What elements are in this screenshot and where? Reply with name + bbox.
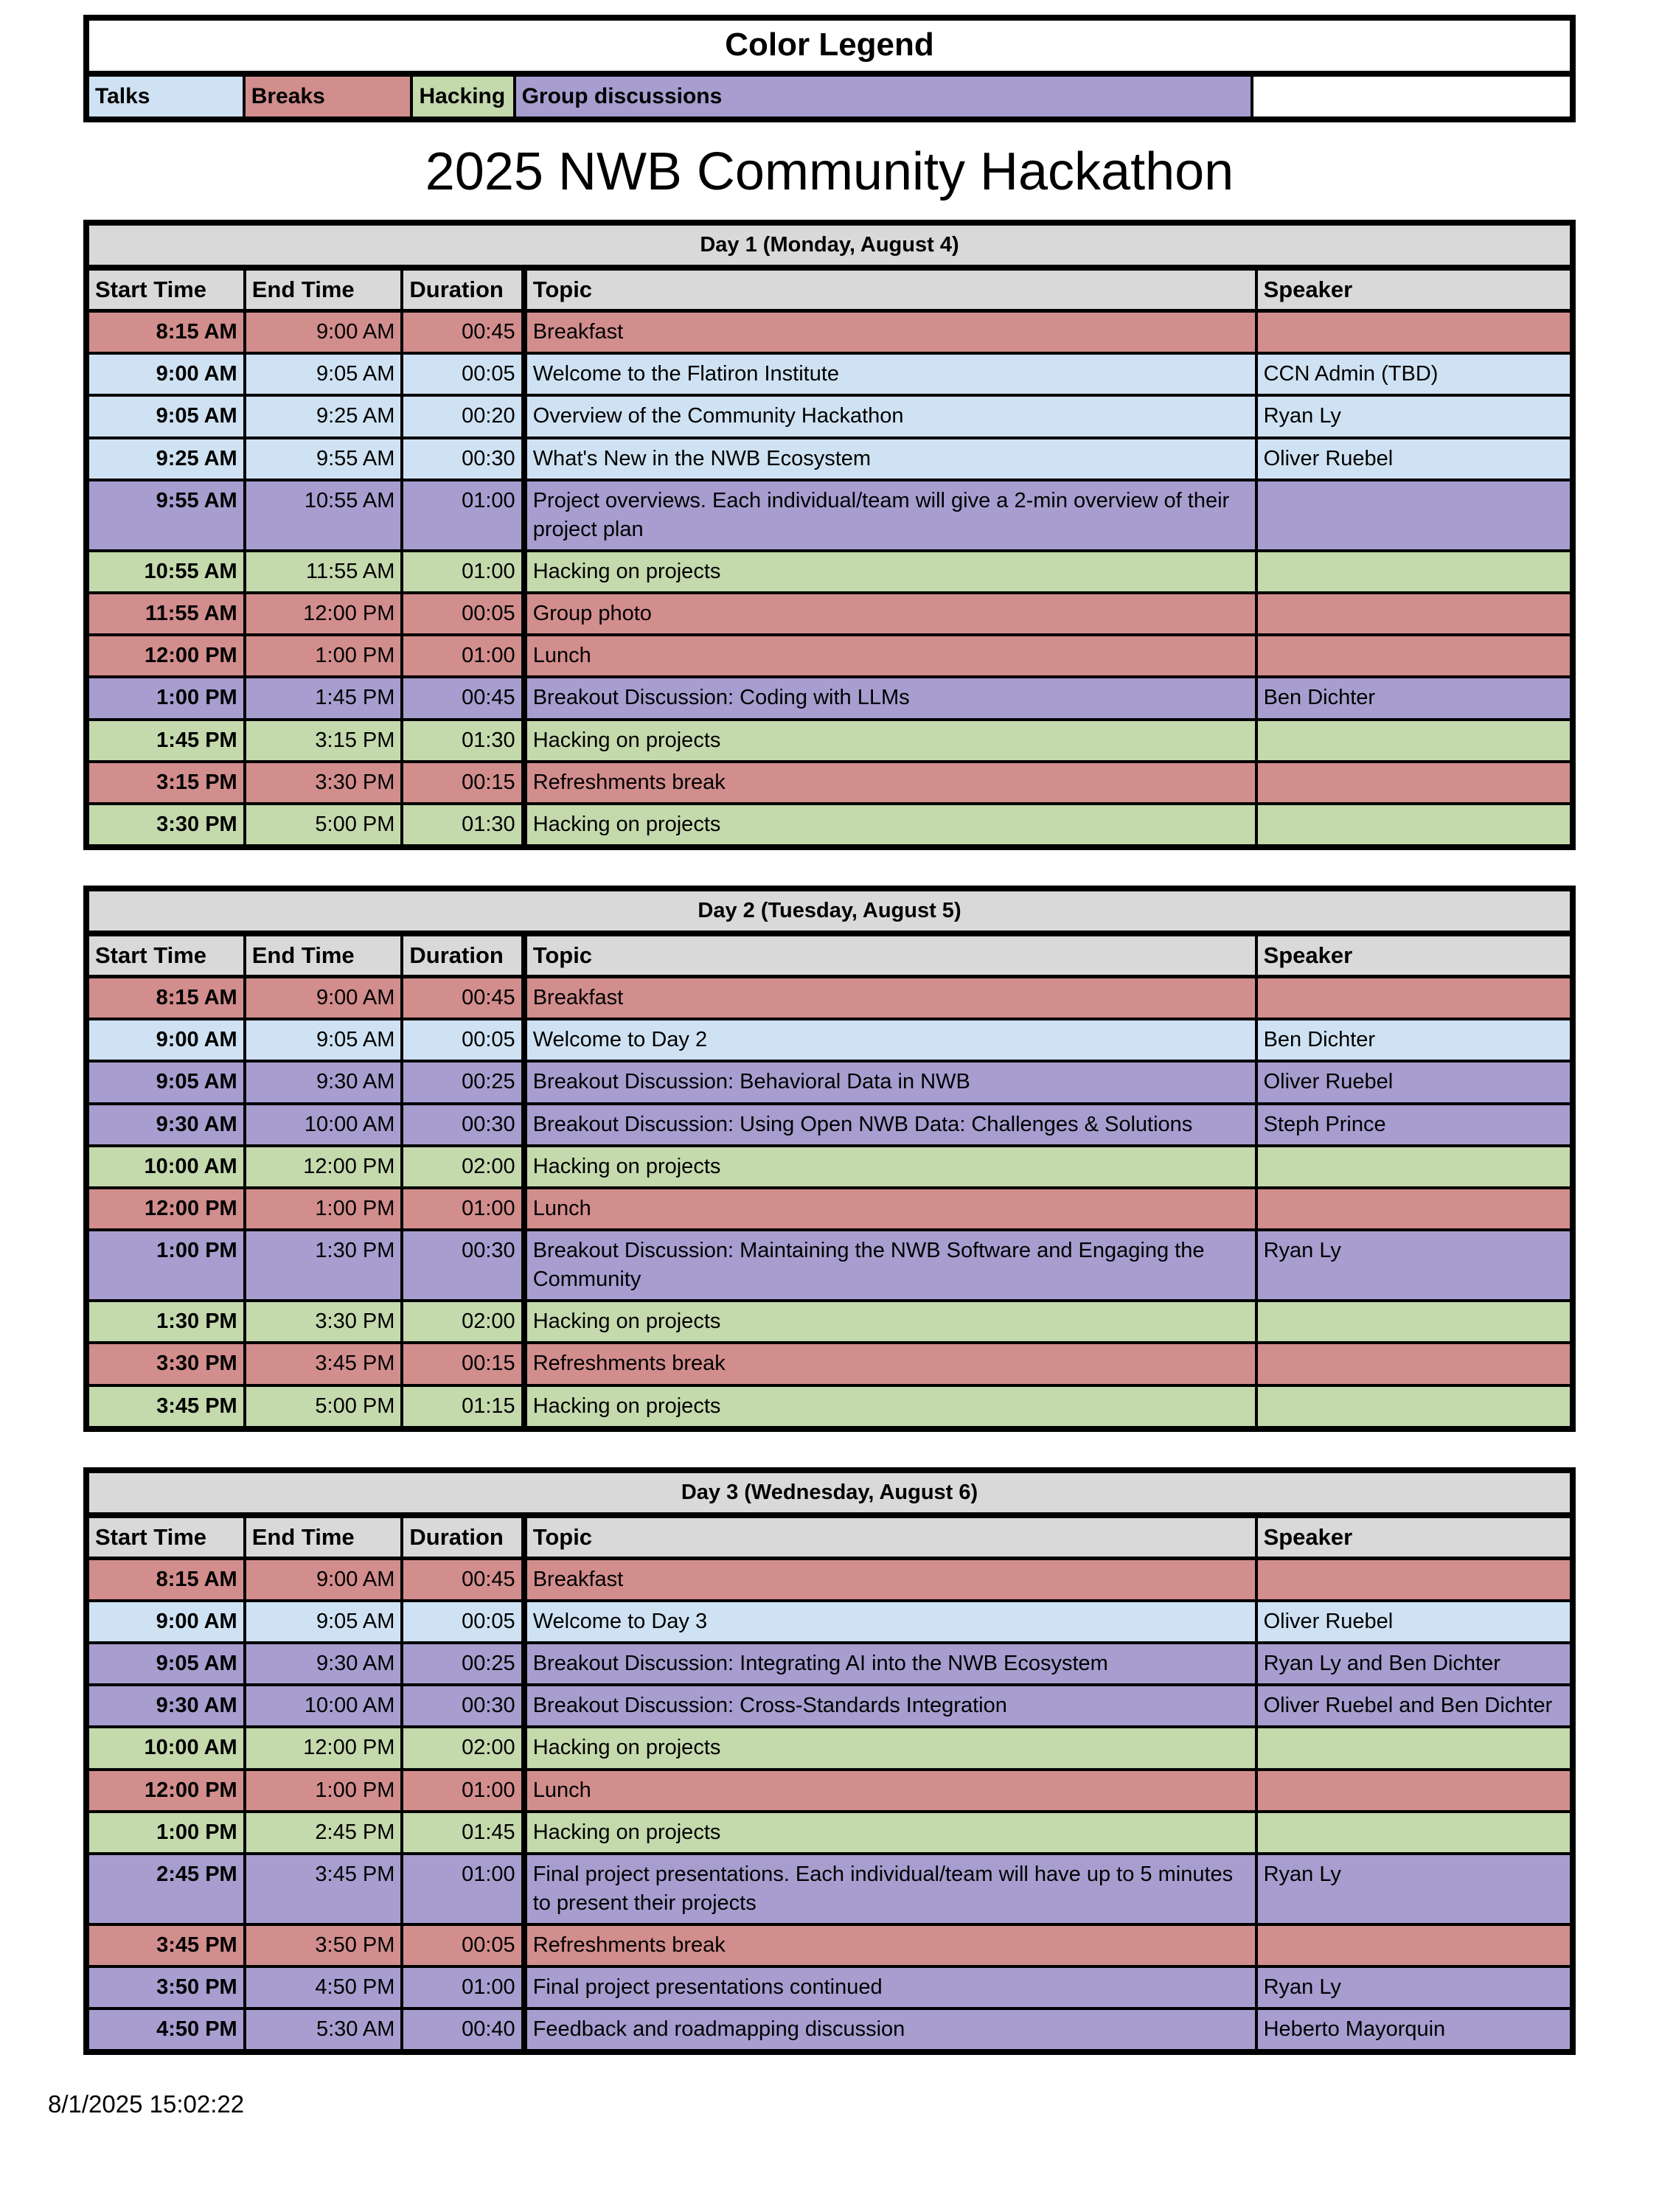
day-title-row — [86, 1470, 1573, 1515]
cell-duration: 00:30 — [402, 1104, 524, 1146]
cell-end: 10:00 AM — [245, 1685, 403, 1727]
cell-topic: Overview of the Community Hackathon — [524, 395, 1256, 437]
cell-topic: Hacking on projects — [524, 1727, 1256, 1769]
day-table — [83, 886, 1576, 1432]
schedule-row — [86, 1924, 1573, 1966]
cell-topic: Breakout Discussion: Coding with LLMs — [524, 677, 1256, 719]
schedule-row — [86, 395, 1573, 437]
cell-end: 12:00 PM — [245, 1727, 403, 1769]
cell-start: 3:15 PM — [86, 762, 245, 804]
cell-duration: 00:05 — [402, 353, 524, 395]
cell-speaker — [1256, 1301, 1573, 1343]
cell-topic: Final project presentations. Each individual/team will have up to 5 minutes to present their projects — [524, 1854, 1256, 1924]
cell-start: 9:30 AM — [86, 1104, 245, 1146]
cell-speaker — [1256, 1558, 1573, 1601]
schedule-row — [86, 1061, 1573, 1103]
day-table-title: Day 1 (Monday, August 4) — [86, 223, 1573, 268]
cell-duration: 00:15 — [402, 1343, 524, 1385]
cell-speaker: Ben Dichter — [1256, 677, 1573, 719]
day-table — [83, 1467, 1576, 2056]
schedule-row — [86, 2008, 1573, 2052]
schedule-row — [86, 762, 1573, 804]
cell-topic: Breakout Discussion: Cross-Standards Integration — [524, 1685, 1256, 1727]
cell-duration: 01:45 — [402, 1812, 524, 1854]
cell-start: 1:00 PM — [86, 1230, 245, 1301]
cell-speaker: Heberto Mayorquin — [1256, 2008, 1573, 2052]
cell-start: 3:30 PM — [86, 1343, 245, 1385]
cell-start: 10:55 AM — [86, 551, 245, 593]
column-header-end-time: End Time — [245, 268, 403, 311]
cell-duration: 00:05 — [402, 1019, 524, 1061]
legend-items-row — [86, 74, 1573, 119]
cell-end: 9:00 AM — [245, 977, 403, 1020]
cell-topic: Lunch — [524, 635, 1256, 677]
schedule-row — [86, 1685, 1573, 1727]
schedule-row — [86, 977, 1573, 1020]
column-header-end-time: End Time — [245, 1515, 403, 1559]
column-header-end-time: End Time — [245, 933, 403, 977]
column-header-speaker: Speaker — [1256, 933, 1573, 977]
schedule-row — [86, 438, 1573, 480]
cell-start: 8:15 AM — [86, 311, 245, 354]
cell-speaker — [1256, 804, 1573, 847]
cell-speaker: Ryan Ly — [1256, 1854, 1573, 1924]
cell-end: 11:55 AM — [245, 551, 403, 593]
cell-topic: Hacking on projects — [524, 1812, 1256, 1854]
column-header-speaker: Speaker — [1256, 1515, 1573, 1559]
cell-speaker: Oliver Ruebel and Ben Dichter — [1256, 1685, 1573, 1727]
cell-end: 5:00 PM — [245, 1385, 403, 1429]
cell-speaker: CCN Admin (TBD) — [1256, 353, 1573, 395]
schedule-row — [86, 593, 1573, 635]
schedule-row — [86, 1643, 1573, 1685]
cell-speaker — [1256, 762, 1573, 804]
schedule-row — [86, 353, 1573, 395]
cell-topic: Breakfast — [524, 977, 1256, 1020]
column-header-row — [86, 933, 1573, 977]
cell-duration: 01:30 — [402, 720, 524, 762]
cell-duration: 00:30 — [402, 1685, 524, 1727]
cell-speaker: Oliver Ruebel — [1256, 438, 1573, 480]
schedule-row — [86, 1019, 1573, 1061]
cell-start: 9:00 AM — [86, 1601, 245, 1643]
cell-topic: Final project presentations continued — [524, 1966, 1256, 2008]
legend-item-hacking: Hacking — [411, 74, 514, 119]
column-header-topic: Topic — [524, 933, 1256, 977]
legend-item-talk: Talks — [86, 74, 244, 119]
cell-start: 8:15 AM — [86, 1558, 245, 1601]
cell-topic: Breakfast — [524, 1558, 1256, 1601]
cell-speaker — [1256, 1727, 1573, 1769]
cell-duration: 01:00 — [402, 480, 524, 551]
cell-start: 4:50 PM — [86, 2008, 245, 2052]
cell-end: 9:00 AM — [245, 311, 403, 354]
column-header-speaker: Speaker — [1256, 268, 1573, 311]
schedule-row — [86, 1230, 1573, 1301]
schedule-row — [86, 1812, 1573, 1854]
cell-start: 8:15 AM — [86, 977, 245, 1020]
column-header-row — [86, 1515, 1573, 1559]
cell-end: 10:00 AM — [245, 1104, 403, 1146]
cell-topic: Breakout Discussion: Maintaining the NWB Software and Engaging the Community — [524, 1230, 1256, 1301]
schedule-row — [86, 1301, 1573, 1343]
cell-duration: 01:30 — [402, 804, 524, 847]
column-header-topic: Topic — [524, 268, 1256, 311]
cell-start: 9:05 AM — [86, 395, 245, 437]
cell-duration: 00:45 — [402, 677, 524, 719]
cell-end: 9:30 AM — [245, 1643, 403, 1685]
cell-end: 9:05 AM — [245, 1601, 403, 1643]
cell-duration: 00:20 — [402, 395, 524, 437]
cell-duration: 02:00 — [402, 1727, 524, 1769]
cell-end: 10:55 AM — [245, 480, 403, 551]
column-header-start-time: Start Time — [86, 1515, 245, 1559]
cell-start: 9:25 AM — [86, 438, 245, 480]
cell-start: 2:45 PM — [86, 1854, 245, 1924]
cell-end: 9:30 AM — [245, 1061, 403, 1103]
cell-speaker — [1256, 1343, 1573, 1385]
cell-topic: Refreshments break — [524, 1343, 1256, 1385]
cell-speaker — [1256, 311, 1573, 354]
cell-end: 1:00 PM — [245, 1770, 403, 1812]
cell-topic: Hacking on projects — [524, 804, 1256, 847]
column-header-start-time: Start Time — [86, 933, 245, 977]
day-table-title: Day 2 (Tuesday, August 5) — [86, 888, 1573, 933]
cell-topic: Lunch — [524, 1770, 1256, 1812]
cell-topic: Welcome to Day 2 — [524, 1019, 1256, 1061]
cell-topic: What's New in the NWB Ecosystem — [524, 438, 1256, 480]
schedule-row — [86, 1146, 1573, 1188]
schedule-row — [86, 1854, 1573, 1924]
color-legend-table — [83, 15, 1576, 122]
cell-speaker: Oliver Ruebel — [1256, 1061, 1573, 1103]
cell-topic: Breakout Discussion: Integrating AI into the NWB Ecosystem — [524, 1643, 1256, 1685]
schedule-row — [86, 1104, 1573, 1146]
cell-speaker: Ryan Ly — [1256, 1230, 1573, 1301]
cell-topic: Hacking on projects — [524, 720, 1256, 762]
cell-duration: 01:00 — [402, 635, 524, 677]
schedule-row — [86, 635, 1573, 677]
cell-topic: Hacking on projects — [524, 1146, 1256, 1188]
cell-start: 10:00 AM — [86, 1146, 245, 1188]
schedule-row — [86, 551, 1573, 593]
cell-end: 3:30 PM — [245, 1301, 403, 1343]
column-header-duration: Duration — [402, 933, 524, 977]
cell-topic: Breakout Discussion: Behavioral Data in NWB — [524, 1061, 1256, 1103]
column-header-duration: Duration — [402, 268, 524, 311]
cell-end: 3:30 PM — [245, 762, 403, 804]
legend-title: Color Legend — [86, 18, 1573, 74]
column-header-row — [86, 268, 1573, 311]
cell-speaker: Oliver Ruebel — [1256, 1601, 1573, 1643]
cell-start: 3:30 PM — [86, 804, 245, 847]
legend-empty-cell — [1252, 74, 1573, 119]
cell-topic: Refreshments break — [524, 1924, 1256, 1966]
column-header-duration: Duration — [402, 1515, 524, 1559]
cell-speaker: Ryan Ly and Ben Dichter — [1256, 1643, 1573, 1685]
cell-duration: 00:45 — [402, 1558, 524, 1601]
schedule-row — [86, 1558, 1573, 1601]
day-table — [83, 220, 1576, 850]
cell-duration: 01:00 — [402, 551, 524, 593]
cell-speaker — [1256, 1770, 1573, 1812]
cell-speaker — [1256, 480, 1573, 551]
cell-duration: 00:25 — [402, 1061, 524, 1103]
cell-end: 4:50 PM — [245, 1966, 403, 2008]
cell-duration: 02:00 — [402, 1301, 524, 1343]
cell-end: 5:00 PM — [245, 804, 403, 847]
cell-end: 9:25 AM — [245, 395, 403, 437]
cell-start: 12:00 PM — [86, 1188, 245, 1230]
cell-topic: Feedback and roadmapping discussion — [524, 2008, 1256, 2052]
cell-speaker — [1256, 635, 1573, 677]
day-tables — [83, 220, 1576, 2055]
cell-speaker — [1256, 1385, 1573, 1429]
cell-speaker — [1256, 1146, 1573, 1188]
cell-end: 1:00 PM — [245, 1188, 403, 1230]
cell-start: 12:00 PM — [86, 1770, 245, 1812]
legend-item-discussion: Group discussions — [515, 74, 1252, 119]
cell-topic: Refreshments break — [524, 762, 1256, 804]
cell-duration: 00:15 — [402, 762, 524, 804]
cell-start: 3:45 PM — [86, 1385, 245, 1429]
cell-speaker: Ben Dichter — [1256, 1019, 1573, 1061]
schedule-row — [86, 1770, 1573, 1812]
cell-end: 3:45 PM — [245, 1854, 403, 1924]
cell-speaker: Steph Prince — [1256, 1104, 1573, 1146]
cell-topic: Hacking on projects — [524, 1385, 1256, 1429]
cell-start: 11:55 AM — [86, 593, 245, 635]
cell-duration: 00:05 — [402, 1924, 524, 1966]
cell-start: 1:00 PM — [86, 677, 245, 719]
cell-topic: Project overviews. Each individual/team will give a 2-min overview of their project plan — [524, 480, 1256, 551]
print-timestamp: 8/1/2025 15:02:22 — [48, 2090, 245, 2118]
cell-duration: 01:15 — [402, 1385, 524, 1429]
cell-end: 9:05 AM — [245, 353, 403, 395]
cell-start: 9:05 AM — [86, 1643, 245, 1685]
cell-topic: Hacking on projects — [524, 551, 1256, 593]
cell-start: 3:50 PM — [86, 1966, 245, 2008]
legend-title-row — [86, 18, 1573, 74]
cell-end: 1:45 PM — [245, 677, 403, 719]
schedule-row — [86, 1343, 1573, 1385]
cell-start: 10:00 AM — [86, 1727, 245, 1769]
cell-topic: Breakfast — [524, 311, 1256, 354]
schedule-row — [86, 1966, 1573, 2008]
cell-end: 1:00 PM — [245, 635, 403, 677]
cell-speaker — [1256, 593, 1573, 635]
cell-end: 1:30 PM — [245, 1230, 403, 1301]
cell-end: 3:15 PM — [245, 720, 403, 762]
cell-speaker — [1256, 720, 1573, 762]
cell-duration: 01:00 — [402, 1770, 524, 1812]
cell-speaker — [1256, 551, 1573, 593]
cell-start: 9:55 AM — [86, 480, 245, 551]
schedule-row — [86, 311, 1573, 354]
legend-item-break: Breaks — [244, 74, 412, 119]
cell-start: 12:00 PM — [86, 635, 245, 677]
cell-duration: 02:00 — [402, 1146, 524, 1188]
cell-duration: 01:00 — [402, 1854, 524, 1924]
cell-duration: 00:30 — [402, 1230, 524, 1301]
cell-start: 1:30 PM — [86, 1301, 245, 1343]
day-title-row — [86, 223, 1573, 268]
cell-speaker — [1256, 1188, 1573, 1230]
cell-duration: 00:40 — [402, 2008, 524, 2052]
cell-end: 9:00 AM — [245, 1558, 403, 1601]
day-table-title: Day 3 (Wednesday, August 6) — [86, 1470, 1573, 1515]
schedule-row — [86, 804, 1573, 847]
cell-start: 9:30 AM — [86, 1685, 245, 1727]
cell-duration: 01:00 — [402, 1966, 524, 2008]
column-header-start-time: Start Time — [86, 268, 245, 311]
cell-speaker — [1256, 977, 1573, 1020]
cell-speaker: Ryan Ly — [1256, 1966, 1573, 2008]
cell-start: 3:45 PM — [86, 1924, 245, 1966]
cell-end: 3:50 PM — [245, 1924, 403, 1966]
column-header-topic: Topic — [524, 1515, 1256, 1559]
day-title-row — [86, 888, 1573, 933]
cell-start: 9:05 AM — [86, 1061, 245, 1103]
cell-end: 9:05 AM — [245, 1019, 403, 1061]
cell-start: 9:00 AM — [86, 1019, 245, 1061]
cell-speaker — [1256, 1924, 1573, 1966]
cell-start: 1:00 PM — [86, 1812, 245, 1854]
schedule-row — [86, 677, 1573, 719]
schedule-row — [86, 1601, 1573, 1643]
schedule-row — [86, 480, 1573, 551]
cell-start: 9:00 AM — [86, 353, 245, 395]
cell-topic: Lunch — [524, 1188, 1256, 1230]
schedule-row — [86, 1188, 1573, 1230]
cell-duration: 00:05 — [402, 593, 524, 635]
cell-duration: 00:45 — [402, 311, 524, 354]
cell-start: 1:45 PM — [86, 720, 245, 762]
schedule-row — [86, 720, 1573, 762]
cell-topic: Welcome to the Flatiron Institute — [524, 353, 1256, 395]
cell-duration: 00:30 — [402, 438, 524, 480]
schedule-row — [86, 1385, 1573, 1429]
page-title: 2025 NWB Community Hackathon — [425, 142, 1234, 201]
cell-duration: 00:25 — [402, 1643, 524, 1685]
cell-end: 12:00 PM — [245, 1146, 403, 1188]
cell-topic: Breakout Discussion: Using Open NWB Data: Challenges & Solutions — [524, 1104, 1256, 1146]
cell-end: 5:30 AM — [245, 2008, 403, 2052]
cell-end: 12:00 PM — [245, 593, 403, 635]
cell-duration: 01:00 — [402, 1188, 524, 1230]
cell-duration: 00:05 — [402, 1601, 524, 1643]
cell-duration: 00:45 — [402, 977, 524, 1020]
cell-topic: Welcome to Day 3 — [524, 1601, 1256, 1643]
cell-topic: Hacking on projects — [524, 1301, 1256, 1343]
cell-end: 9:55 AM — [245, 438, 403, 480]
cell-topic: Group photo — [524, 593, 1256, 635]
cell-speaker: Ryan Ly — [1256, 395, 1573, 437]
schedule-row — [86, 1727, 1573, 1769]
cell-end: 2:45 PM — [245, 1812, 403, 1854]
cell-speaker — [1256, 1812, 1573, 1854]
cell-end: 3:45 PM — [245, 1343, 403, 1385]
